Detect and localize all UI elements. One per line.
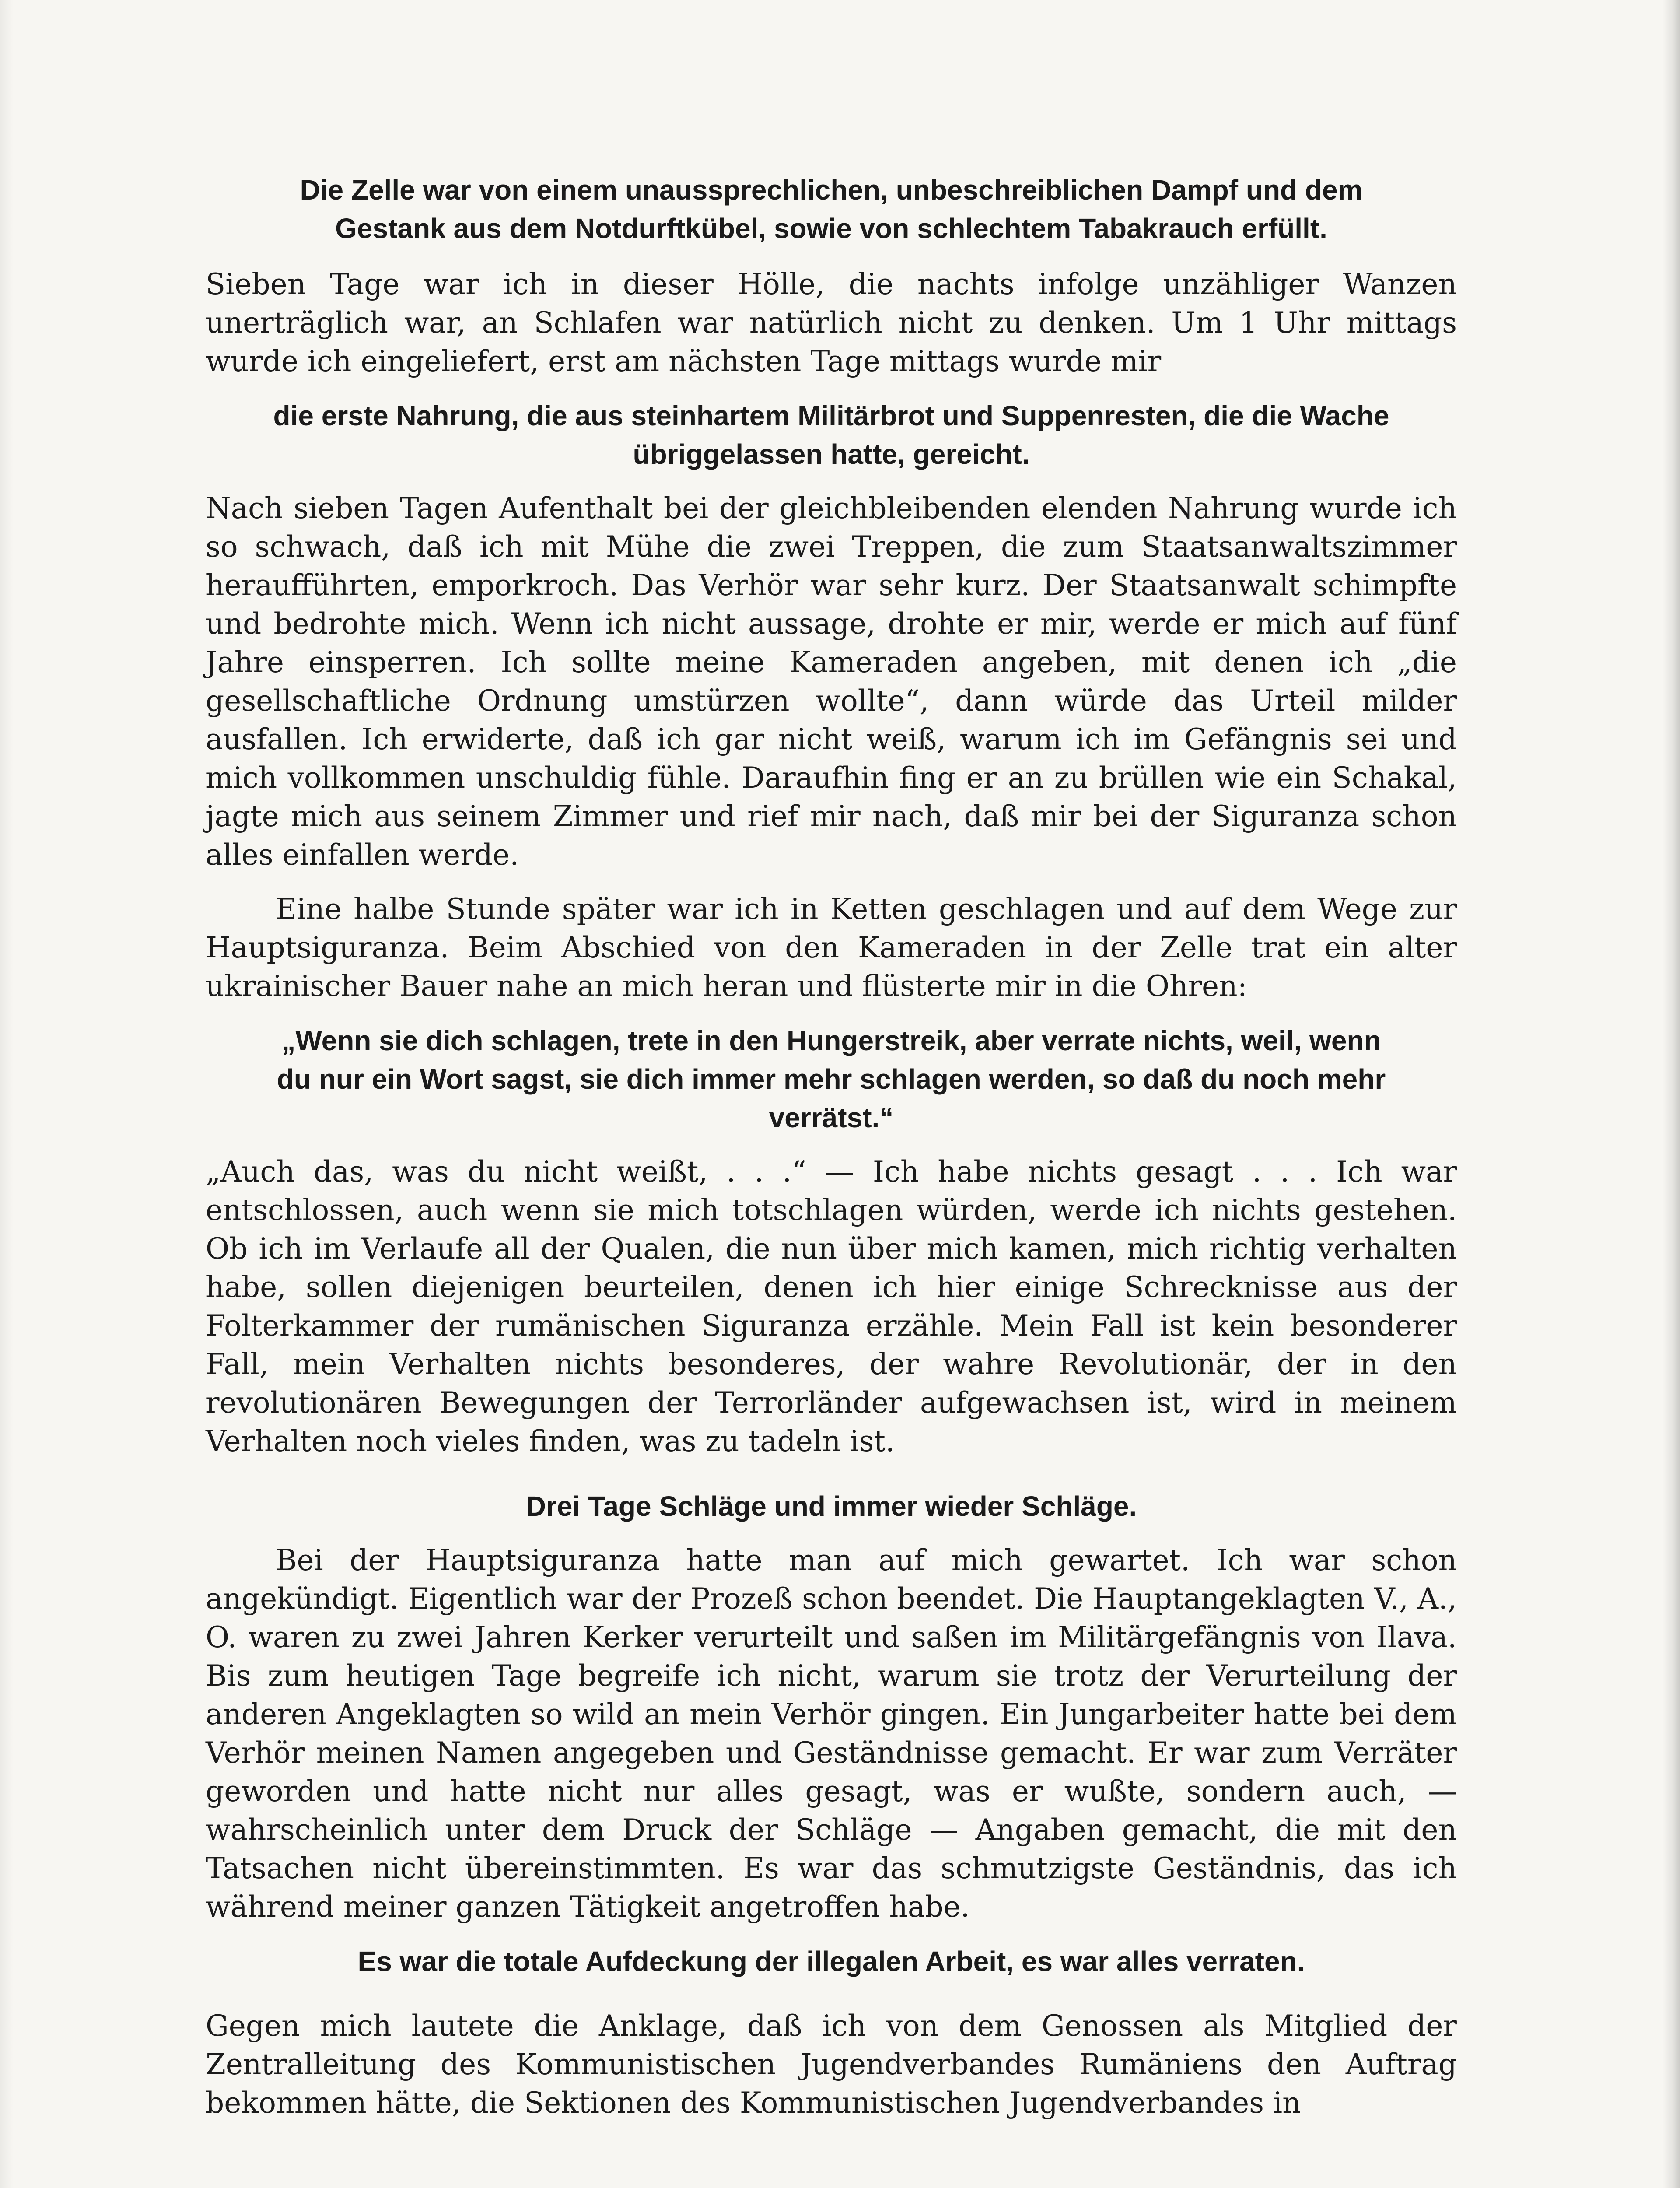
spacer [206,473,1457,489]
highlighted-passage-cell: Die Zelle war von einem unaussprechlichen, unbeschreiblichen Dampf und dem Gestank aus dem Notdurftkübel, sowie von schlechtem Tabakrauch erfüllt. [300,174,1363,244]
page-edge-left [0,0,13,2188]
section-title: Drei Tage Schläge und immer wieder Schläge. [525,1490,1137,1522]
page-edge-right [1662,0,1680,2188]
spacer [206,1926,1457,1942]
paragraph-interrogation: Nach sieben Tagen Aufenthalt bei der gleichbleibenden elenden Nahrung wurde ich so schwach, daß ich mit Mühe die zwei Treppen, die zum Staatsanwaltszimmer heraufführten, emporkroch. Das Verhör war sehr kurz. Der Staatsanwalt schimpfte und bedrohte mich. Wenn ich nicht aussage, drohte er mir, werde er mich auf fünf Jahre einsperren. Ich sollte meine Kameraden angeben, mit denen ich „die gesellschaftliche Ordnung umstürzen wollte“, dann würde das Urteil milder ausfallen. Ich erwiderte, daß ich gar nicht weiß, warum ich im Gefängnis sei und mich vollkommen unschuldig fühle. Daraufhin fing er an zu brüllen wie ein Schakal, jagte mich aus seinem Zimmer und rief mir nach, daß mir bei der Siguranza schon alles einfallen werde. [206,491,1457,872]
paragraph-indictment: Gegen mich lautete die Anklage, daß ich von dem Genossen als Mitglied der Zentralleitung des Kommunistischen Jugendverbandes Rumäniens den Auftrag bekommen hätte, die Sektionen des Kommunistischen Jugendverbandes in [206,2009,1457,2120]
paragraph-seven-days: Sieben Tage war ich in dieser Hölle, die nachts infolge unzähliger Wanzen unerträglich war, an Schlafen war natürlich nicht zu denken. Um 1 Uhr mittags wurde ich eingeliefert, erst am nächsten Tage mittags wurde mir [206,267,1457,378]
spacer [206,1525,1457,1541]
spacer [206,1981,1457,2007]
highlighted-passage-food: die erste Nahrung, die aus steinhartem Militärbrot und Suppenresten, die die Wache übriggelassen hatte, gereicht. [273,400,1390,470]
paragraph-resolve: „Auch das, was du nicht weißt, . . .“ — Ich habe nichts gesagt . . . Ich war entschlossen, auch wenn sie mich totschlagen würden, werde ich nichts gestehen. Ob ich im Verlaufe all der Qualen, die nun über mich kamen, mich richtig verhalten habe, sollen diejenigen beurteilen, denen ich hier einige Schrecknisse aus der Folterkammer der rumänischen Siguranza erzähle. Mein Fall ist kein besonderer Fall, mein Verhalten nichts besonderes, der wahre Revolutionär, der in den revolutionären Bewegungen der Terrorländer aufgewachsen ist, wird in meinem Verhalten noch vieles finden, was zu tadeln ist. [206,1155,1457,1458]
spacer [206,1137,1457,1153]
spacer [206,874,1457,890]
highlighted-passage-quote: „Wenn sie dich schlagen, trete in den Hungerstreik, aber verrate nichts, weil, wenn du nur ein Wort sagst, sie dich immer mehr schlagen werden, so daß du noch mehr verrätst.“ [276,1025,1386,1133]
page-text-block [206,171,1457,2122]
paragraph-hauptsiguranza: Bei der Hauptsiguranza hatte man auf mich gewartet. Ich war schon angekündigt. Eigentlich war der Prozeß schon beendet. Die Hauptangeklagten V., A., O. waren zu zwei Jahren Kerker verurteilt und saßen im Militärgefängnis von Ilava. Bis zum heutigen Tage begreife ich nicht, warum sie trotz der Verurteilung der anderen Angeklagten so wild an mein Verhör gingen. Ein Jungarbeiter hatte bei dem Verhör meinen Namen angegeben und Geständnisse gemacht. Er war zum Verräter geworden und hatte nicht nur alles gesagt, was er wußte, sondern auch, — wahrscheinlich unter dem Druck der Schläge — Angaben gemacht, die mit den Tatsachen nicht übereinstimmten. Es war das schmutzigste Geständnis, das ich während meiner ganzen Tätigkeit angetroffen habe. [206,1543,1457,1924]
spacer [206,1461,1457,1487]
paragraph-transfer: Eine halbe Stunde später war ich in Ketten geschlagen und auf dem Wege zur Hauptsiguranza. Beim Abschied von den Kameraden in der Zelle trat ein alter ukrainischer Bauer nahe an mich heran und flüsterte mir in die Ohren: [206,892,1457,1003]
spacer [206,1006,1457,1021]
highlighted-passage-betrayal: Es war die totale Aufdeckung der illegalen Arbeit, es war alles verraten. [357,1946,1305,1977]
spacer [206,381,1457,396]
